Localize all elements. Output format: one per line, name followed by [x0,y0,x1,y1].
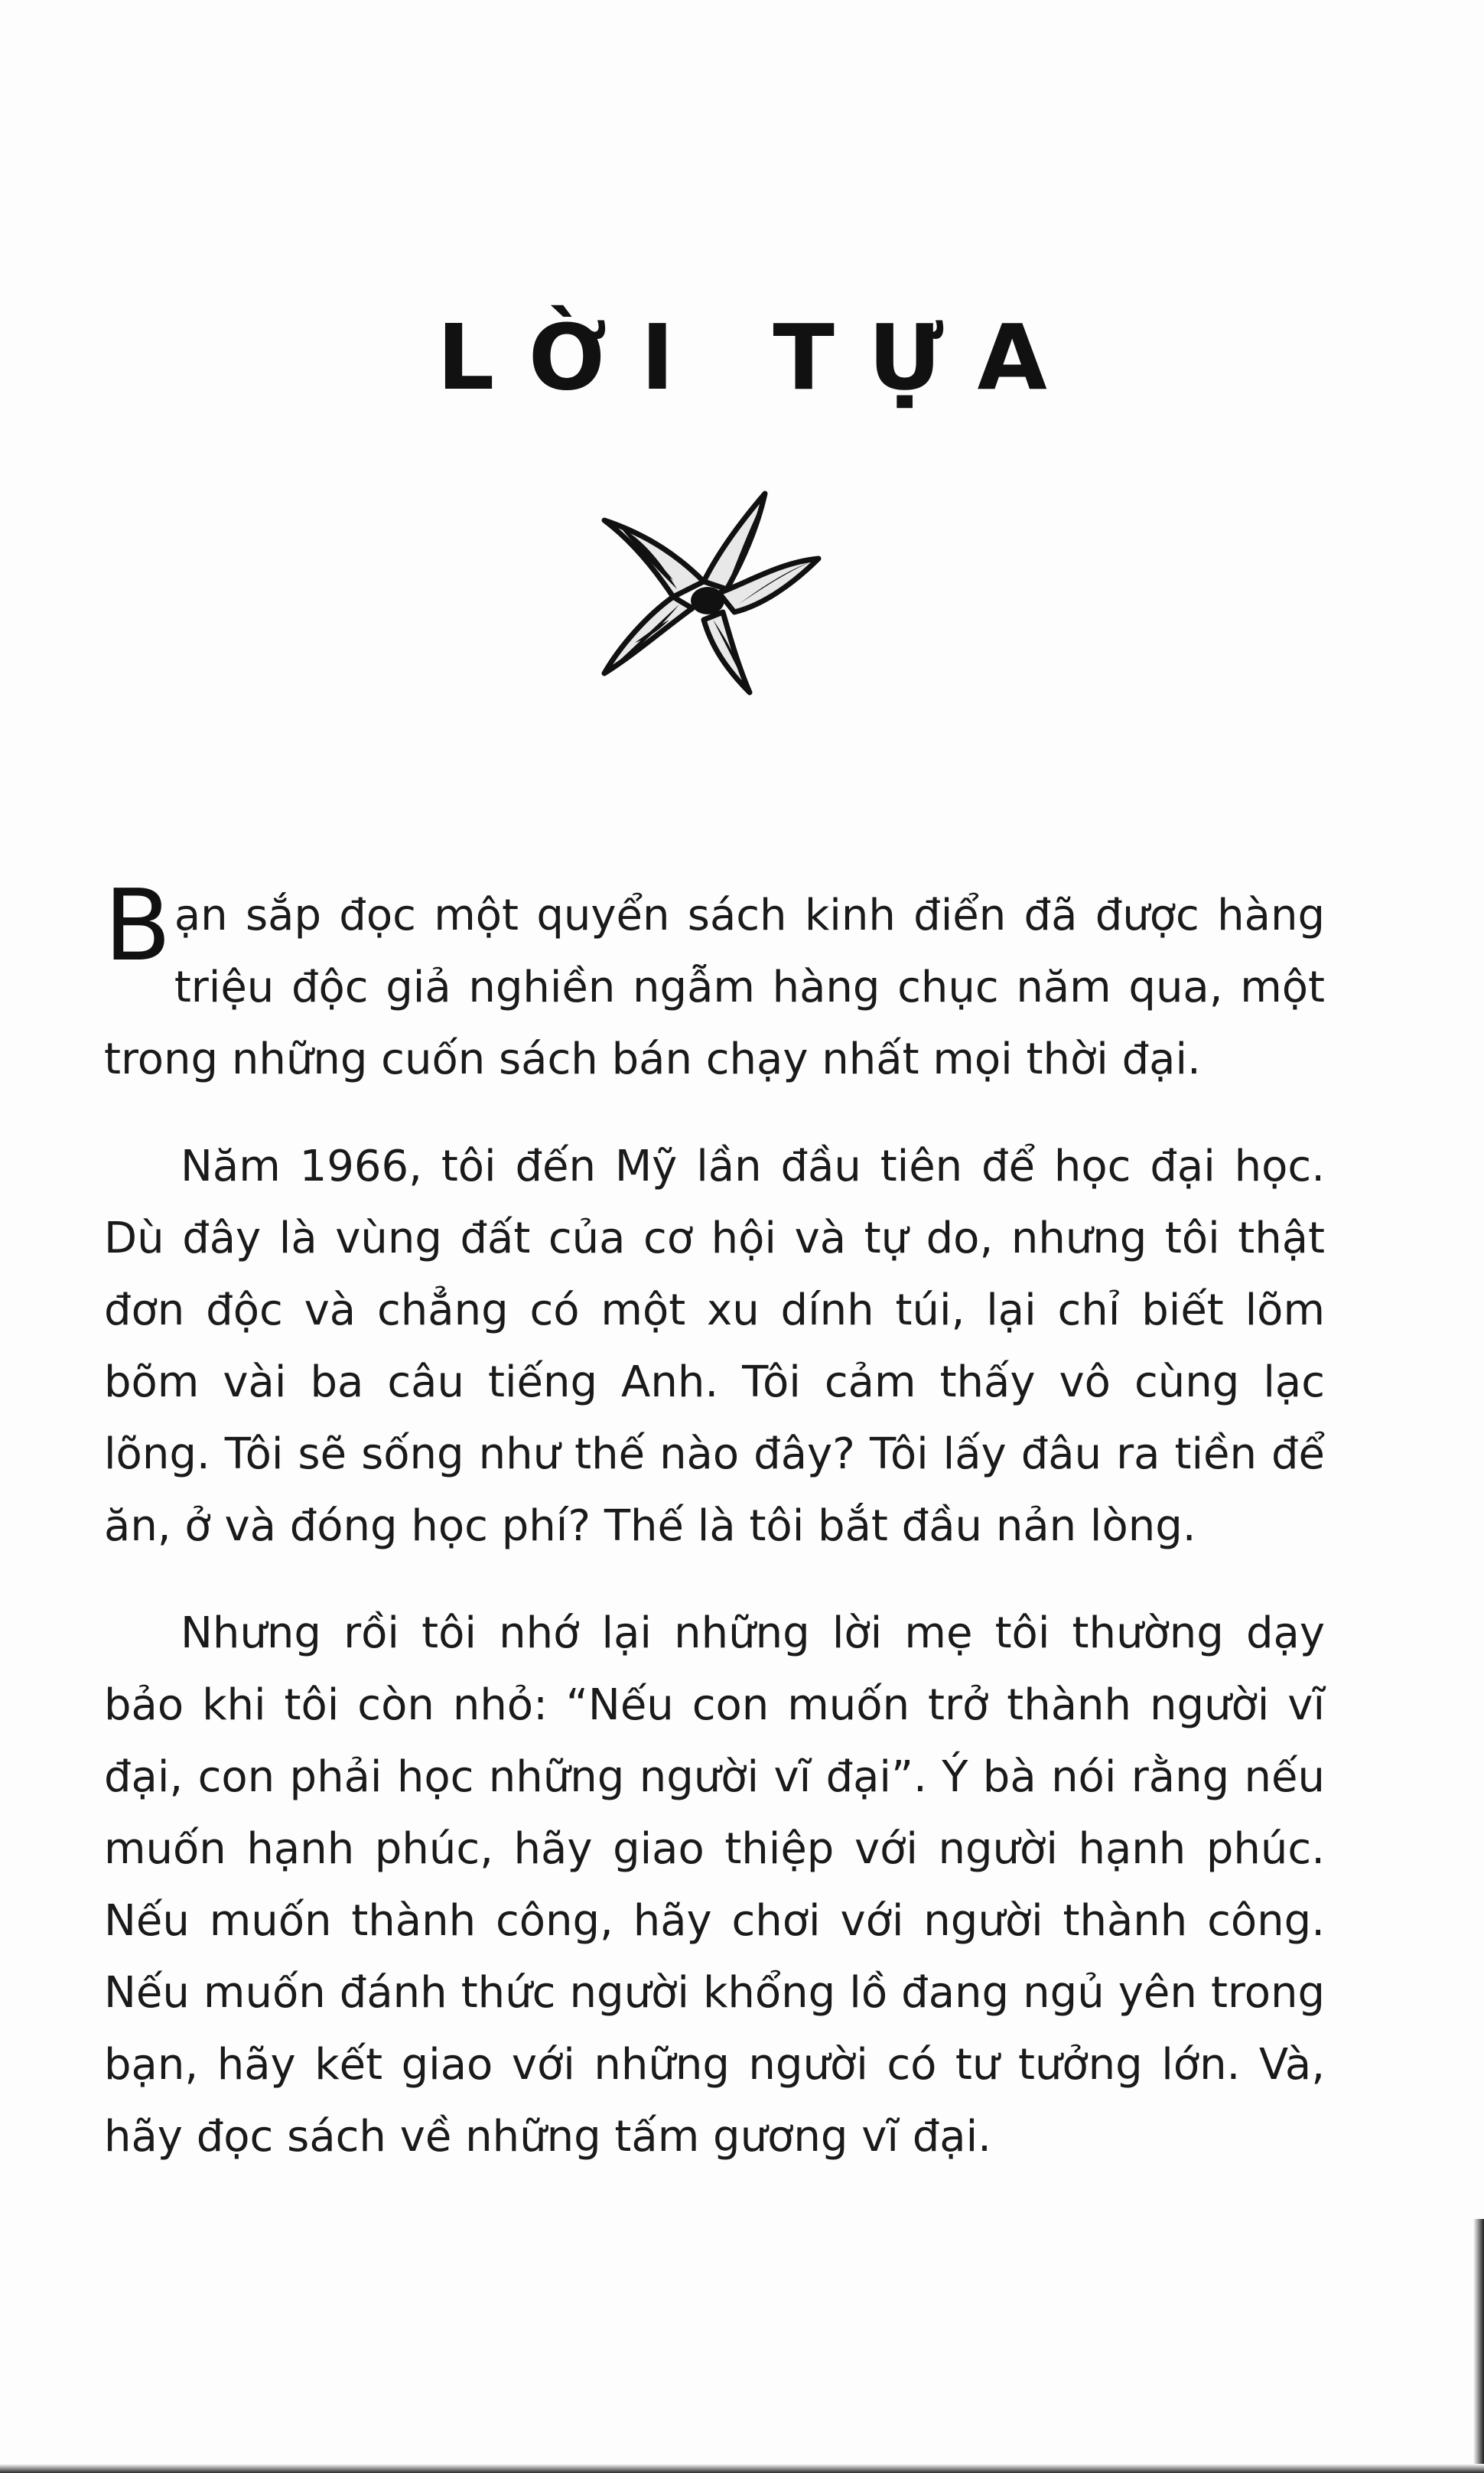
preface-body [104,869,1325,2208]
chapter-title: LỜI TỰA [437,305,1081,411]
paragraph-1-text: ạn sắp đọc một quyển sách kinh điển đã được hàng triệu độc giả nghiền ngẫm hàng chục năm qua, một trong những cuốn sách bán chạy nhất mọi thời đại. [104,891,1325,1084]
drop-cap: B [104,869,171,983]
paragraph-3: Nhưng rồi tôi nhớ lại những lời mẹ tôi thường dạy bảo khi tôi còn nhỏ: “Nếu con muốn trở thành người vĩ đại, con phải học những người vĩ đại”. Ý bà nói rằng nếu muốn hạnh phúc, hãy giao thiệp với người hạnh phúc. Nếu muốn thành công, hãy chơi với người thành công. Nếu muốn đánh thức người khổng lồ đang ngủ yên trong bạn, hãy kết giao với những người có tư tưởng lớn. Và, hãy đọc sách về những tấm gương vĩ đại. [104,1608,1325,2162]
paragraph-1 [104,869,1325,1096]
page-bottom-shadow [0,2464,1484,2473]
star-flower-icon [589,490,834,696]
page-edge-shadow [1473,2219,1484,2473]
paragraph-2: Năm 1966, tôi đến Mỹ lần đầu tiên để học đại học. Dù đây là vùng đất của cơ hội và tự do, nhưng tôi thật đơn độc và chẳng có một xu dính túi, lại chỉ biết lõm bõm vài ba câu tiếng Anh. Tôi cảm thấy vô cùng lạc lõng. Tôi sẽ sống như thế nào đây? Tôi lấy đâu ra tiền để ăn, ở và đóng học phí? Thế là tôi bắt đầu nản lòng. [104,1142,1325,1551]
